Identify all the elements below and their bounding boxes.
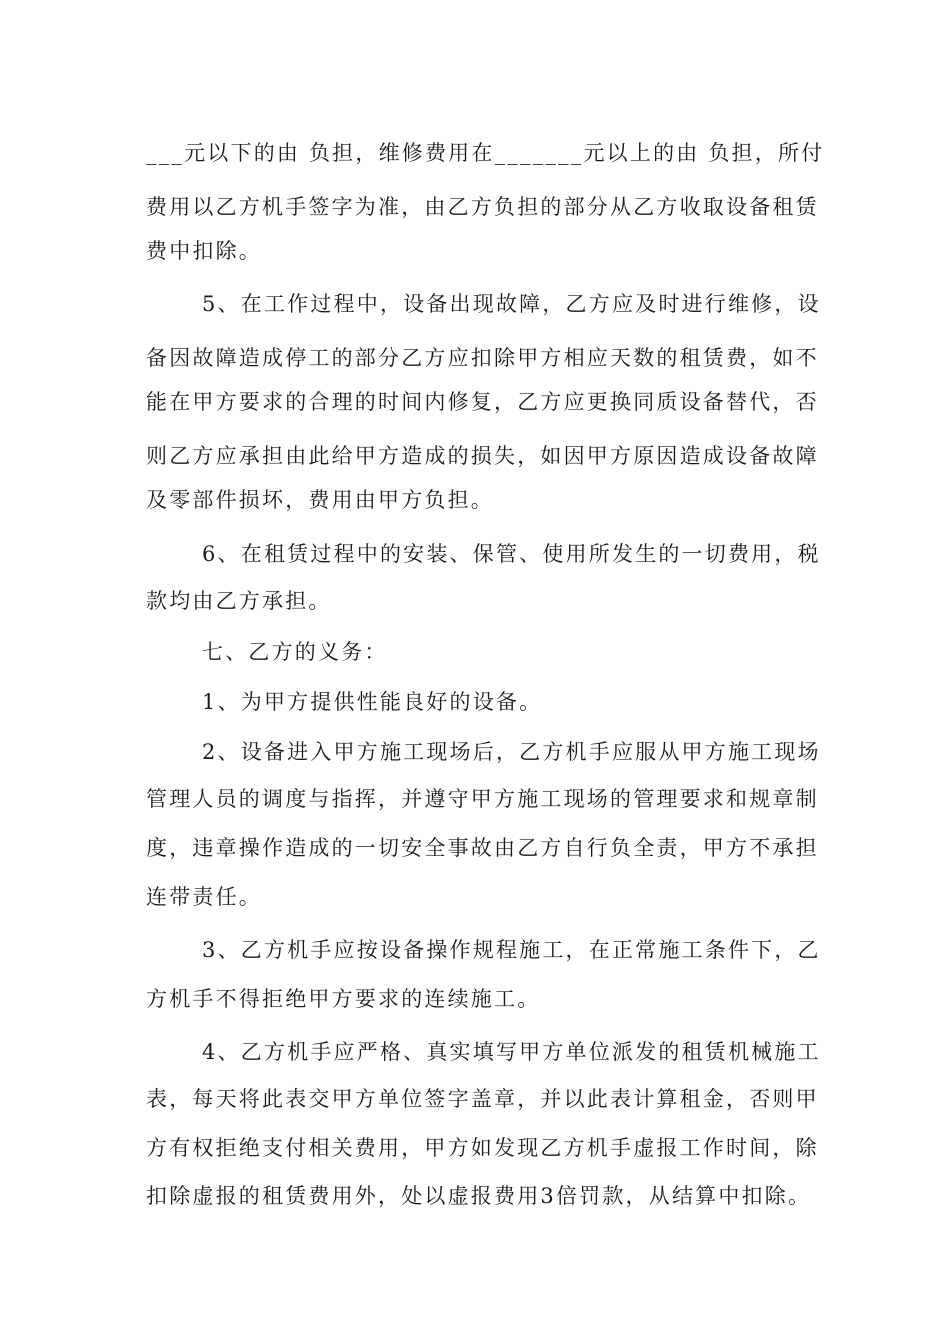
text-line: ___元以下的由 负担，维修费用在_______元以上的由 负担，所付 [146, 141, 825, 165]
text-line: 4、乙方机手应严格、真实填写甲方单位派发的租赁机械施工 [202, 1040, 821, 1064]
text-line: 及零部件损坏，费用由甲方负担。 [146, 488, 494, 512]
text-line: 款均由乙方承担。 [146, 589, 332, 613]
text-line: 能在甲方要求的合理的时间内修复，乙方应更换同质设备替代，否 [146, 390, 819, 414]
text-line: 3、乙方机手应按设备操作规程施工，在正常施工条件下，乙 [202, 938, 821, 962]
text-line: 1、为甲方提供性能良好的设备。 [202, 690, 543, 714]
text-line: 费用以乙方机手签字为准，由乙方负担的部分从乙方收取设备租赁 [146, 195, 819, 219]
text-line: 备因故障造成停工的部分乙方应扣除甲方相应天数的租赁费，如不 [146, 346, 819, 370]
text-line: 费中扣除。 [146, 239, 262, 263]
section-heading: 七、乙方的义务： [202, 640, 388, 664]
text-line: 管理人员的调度与指挥，并遵守甲方施工现场的管理要求和规章制 [146, 787, 819, 811]
text-line: 5、在工作过程中，设备出现故障，乙方应及时进行维修，设 [202, 292, 821, 316]
text-line: 方有权拒绝支付相关费用，甲方如发现乙方机手虚报工作时间，除 [146, 1136, 819, 1160]
text-line: 2、设备进入甲方施工现场后，乙方机手应服从甲方施工现场 [202, 740, 821, 764]
text-line: 度，违章操作造成的一切安全事故由乙方自行负全责，甲方不承担 [146, 836, 819, 860]
text-line: 连带责任。 [146, 885, 262, 909]
text-line: 扣除虚报的租赁费用外，处以虚报费用3倍罚款，从结算中扣除。 [146, 1184, 812, 1208]
text-line: 方机手不得拒绝甲方要求的连续施工。 [146, 987, 541, 1011]
text-line: 表，每天将此表交甲方单位签字盖章，并以此表计算租金，否则甲 [146, 1087, 819, 1111]
text-line: 6、在租赁过程中的安装、保管、使用所发生的一切费用，税 [202, 542, 821, 566]
text-line: 则乙方应承担由此给甲方造成的损失，如因甲方原因造成设备故障 [146, 444, 819, 468]
